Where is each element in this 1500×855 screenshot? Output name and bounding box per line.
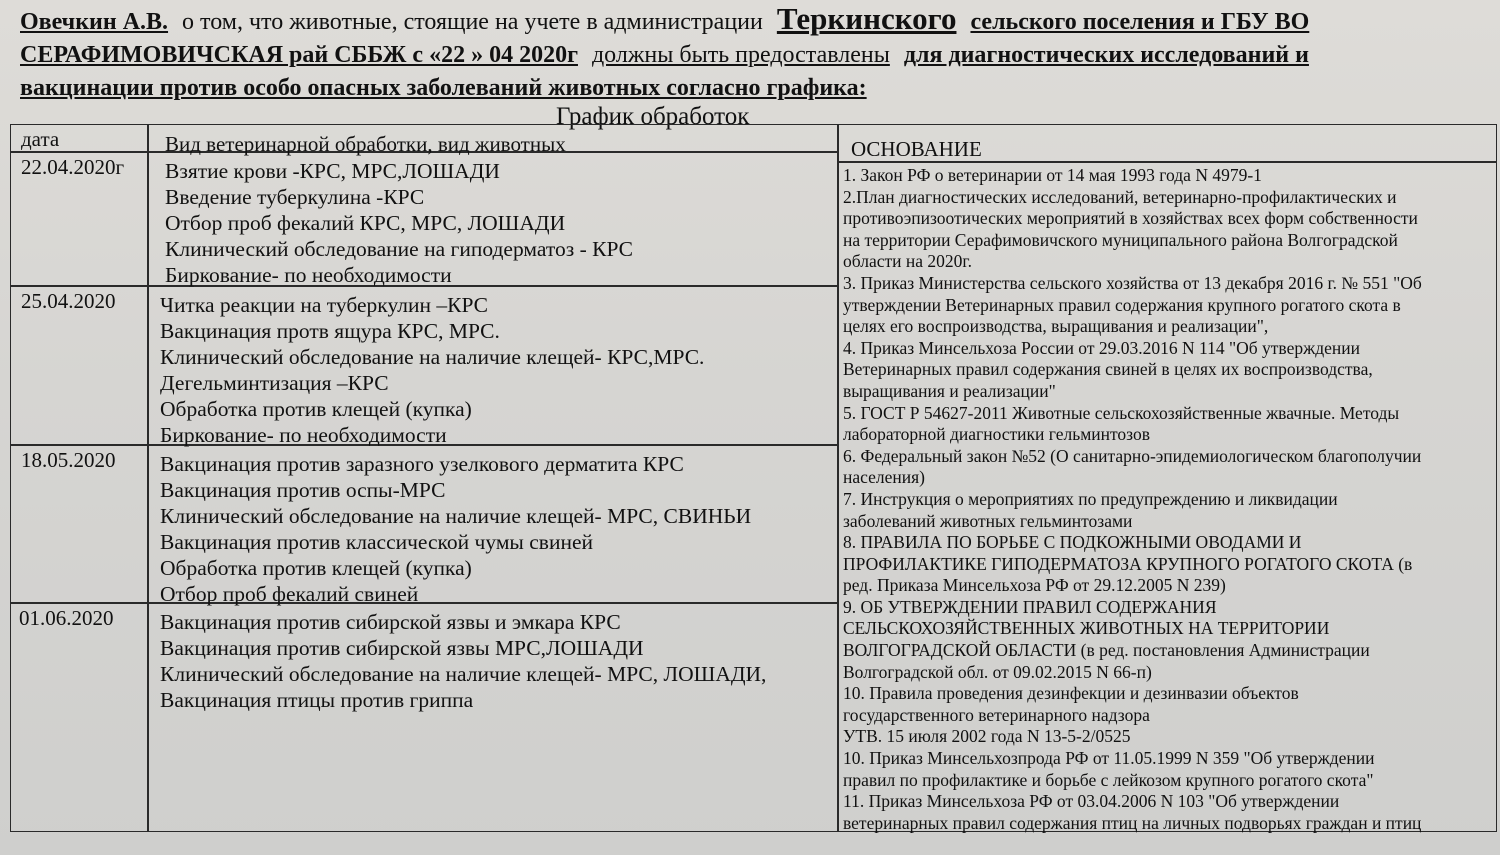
basis-line: 3. Приказ Министерства сельского хозяйства от 13 декабря 2016 г. № 551 "Об: [843, 272, 1422, 293]
basis-line: ВОЛГОГРАДСКОЙ ОБЛАСТИ (в ред. постановления Администрации: [843, 640, 1370, 661]
basis-line: Ветеринарных правил содержания свиней в целях их воспроизводства,: [843, 359, 1373, 380]
basis-line: на территории Серафимовичского муниципального района Волгоградской: [843, 229, 1398, 250]
basis-line: 8. ПРАВИЛА ПО БОРЬБЕ С ПОДКОЖНЫМИ ОВОДАМИ И: [843, 532, 1302, 553]
basis-line: 1. Закон РФ о ветеринарии от 14 мая 1993 года N 4979-1: [843, 165, 1262, 185]
list-item: Обработка против клещей (купка): [160, 397, 472, 421]
basis-list: [843, 165, 1491, 834]
list-item: Вакцинация против сибирской язвы и эмкара КРС: [160, 610, 621, 634]
list-item: Клинический обследование на гиподерматоз - КРС: [165, 237, 634, 261]
basis-line: 2.План диагностических исследований, ветеринарно-профилактических и: [843, 186, 1397, 207]
list-item: Биркование- по необходимости: [160, 423, 447, 447]
list-item: Вакцинация против заразного узелкового дерматита КРС: [160, 452, 684, 476]
basis-line: УТВ. 15 июля 2002 года N 13-5-2/0525: [843, 726, 1131, 747]
list-item: Отбор проб фекалий свиней: [160, 582, 419, 606]
list-item: Клинический обследование на наличие клещей- МРС, ЛОШАДИ,: [160, 662, 767, 686]
list-item: Введение туберкулина -КРС: [165, 185, 425, 209]
basis-line: 7. Инструкция о мероприятиях по предупреждению и ликвидации: [843, 488, 1338, 509]
row-items: [160, 609, 766, 713]
list-item: Клинический обследование на наличие клещей- КРС,МРС.: [160, 345, 705, 369]
list-item: Отбор проб фекалий КРС, МРС, ЛОШАДИ: [165, 211, 566, 235]
row-items: [160, 292, 704, 448]
column-divider-1: [147, 125, 149, 831]
row-date: 22.04.2020г: [21, 155, 125, 179]
basis-line: ред. Приказа Минсельхоза РФ от 29.12.2005 N 239): [843, 575, 1226, 596]
basis-line: населения): [843, 467, 925, 488]
row-date: 01.06.2020: [19, 606, 114, 630]
basis-line: 6. Федеральный закон №52 (О санитарно-эпидемиологическом благополучии: [843, 445, 1422, 466]
basis-line: СЕЛЬСКОХОЗЯЙСТВЕННЫХ ЖИВОТНЫХ НА ТЕРРИТОРИИ: [843, 618, 1330, 639]
basis-line: 5. ГОСТ Р 54627-2011 Животные сельскохозяйственные жвачные. Методы: [843, 402, 1400, 423]
basis-line: противоэпизоотических мероприятий в хозяйствах всех форм собственности: [843, 208, 1418, 229]
column-header-basis: ОСНОВАНИЕ: [851, 137, 982, 161]
basis-line: целях его воспроизводства, выращивания и реализации",: [843, 316, 1269, 337]
column-divider-2: [837, 125, 839, 831]
basis-line: 10. Приказ Минсельхозпрода РФ от 11.05.1999 N 359 "Об утверждении: [843, 748, 1375, 769]
list-item: Клинический обследование на наличие клещей- МРС, СВИНЬИ: [160, 504, 752, 528]
header-paragraph: [20, 2, 1490, 105]
vet-station-name: СЕРАФИМОВИЧСКАЯ рай СББЖ с «22 » 04 2020г: [20, 42, 578, 68]
header-text: о том, что животные, стоящие на учете в администрации: [182, 9, 763, 35]
header-line-1: [20, 2, 1490, 39]
schedule-table: [10, 124, 1497, 832]
basis-line: утверждении Ветеринарных правил содержания крупного рогатого скота в: [843, 294, 1401, 315]
owner-name: Овечкин А.В.: [20, 9, 169, 35]
list-item: Биркование- по необходимости: [165, 263, 452, 287]
basis-line: заболеваний животных гельминтозами: [843, 510, 1133, 531]
basis-line: 4. Приказ Минсельхоза России от 29.03.2016 N 114 "Об утверждении: [843, 337, 1360, 358]
list-item: Вакцинация против сибирской язвы МРС,ЛОШАДИ: [160, 636, 644, 660]
row-date: 18.05.2020: [21, 448, 116, 472]
basis-line: правил по профилактике и борьбе с лейкозом крупного рогатого скота": [843, 769, 1374, 790]
basis-line: Волгоградской обл. от 09.02.2015 N 66-п): [843, 661, 1152, 682]
row-items: [165, 158, 633, 288]
list-item: Взятие крови -КРС, МРС,ЛОШАДИ: [165, 159, 500, 183]
basis-line: 10. Правила проведения дезинфекции и дезинвазии объектов: [843, 683, 1299, 704]
header-org-text: сельского поселения и ГБУ ВО: [970, 9, 1310, 35]
list-item: Вакцинация против оспы-МРС: [160, 478, 446, 502]
header-text-2: должны быть предоставлены: [591, 42, 890, 68]
settlement-name: Теркинского: [776, 1, 957, 36]
list-item: Дегельминтизация –КРС: [160, 371, 389, 395]
basis-line: государственного ветеринарного надзора: [843, 704, 1150, 725]
header-text-4: вакцинации против особо опасных заболеваний животных согласно графика:: [20, 75, 867, 101]
basis-line: 9. ОБ УТВЕРЖДЕНИИ ПРАВИЛ СОДЕРЖАНИЯ: [843, 596, 1217, 617]
list-item: Вакцинация птицы против гриппа: [160, 688, 474, 712]
basis-line: области на 2020г.: [843, 251, 972, 272]
column-header-date: дата: [21, 127, 60, 151]
basis-line: выращивания и реализации": [843, 380, 1056, 401]
row-date: 25.04.2020: [21, 289, 116, 313]
header-line-3: [20, 72, 1490, 105]
list-item: Читка реакции на туберкулин –КРС: [160, 293, 489, 317]
basis-line: ПРОФИЛАКТИКЕ ГИПОДЕРМАТОЗА КРУПНОГО РОГАТОГО СКОТА (в: [843, 553, 1413, 574]
row-items: [160, 451, 751, 607]
basis-line: 11. Приказ Минсельхоза РФ от 03.04.2006 N 103 "Об утверждении: [843, 791, 1340, 812]
basis-line: ветеринарных правил содержания птиц на личных подворьях граждан и птиц: [843, 812, 1422, 833]
basis-line: лабораторной диагностики гельминтозов: [843, 424, 1151, 445]
column-header-type: Вид ветеринарной обработки, вид животных: [165, 132, 566, 156]
list-item: Вакцинация против классической чумы свиней: [160, 530, 594, 554]
list-item: Обработка против клещей (купка): [160, 556, 472, 580]
list-item: Вакцинация протв ящура КРС, МРС.: [160, 319, 500, 343]
header-line-2: [20, 39, 1490, 72]
schedule-caption: График обработок: [556, 103, 750, 130]
header-text-3: для диагностических исследований и: [903, 42, 1309, 68]
